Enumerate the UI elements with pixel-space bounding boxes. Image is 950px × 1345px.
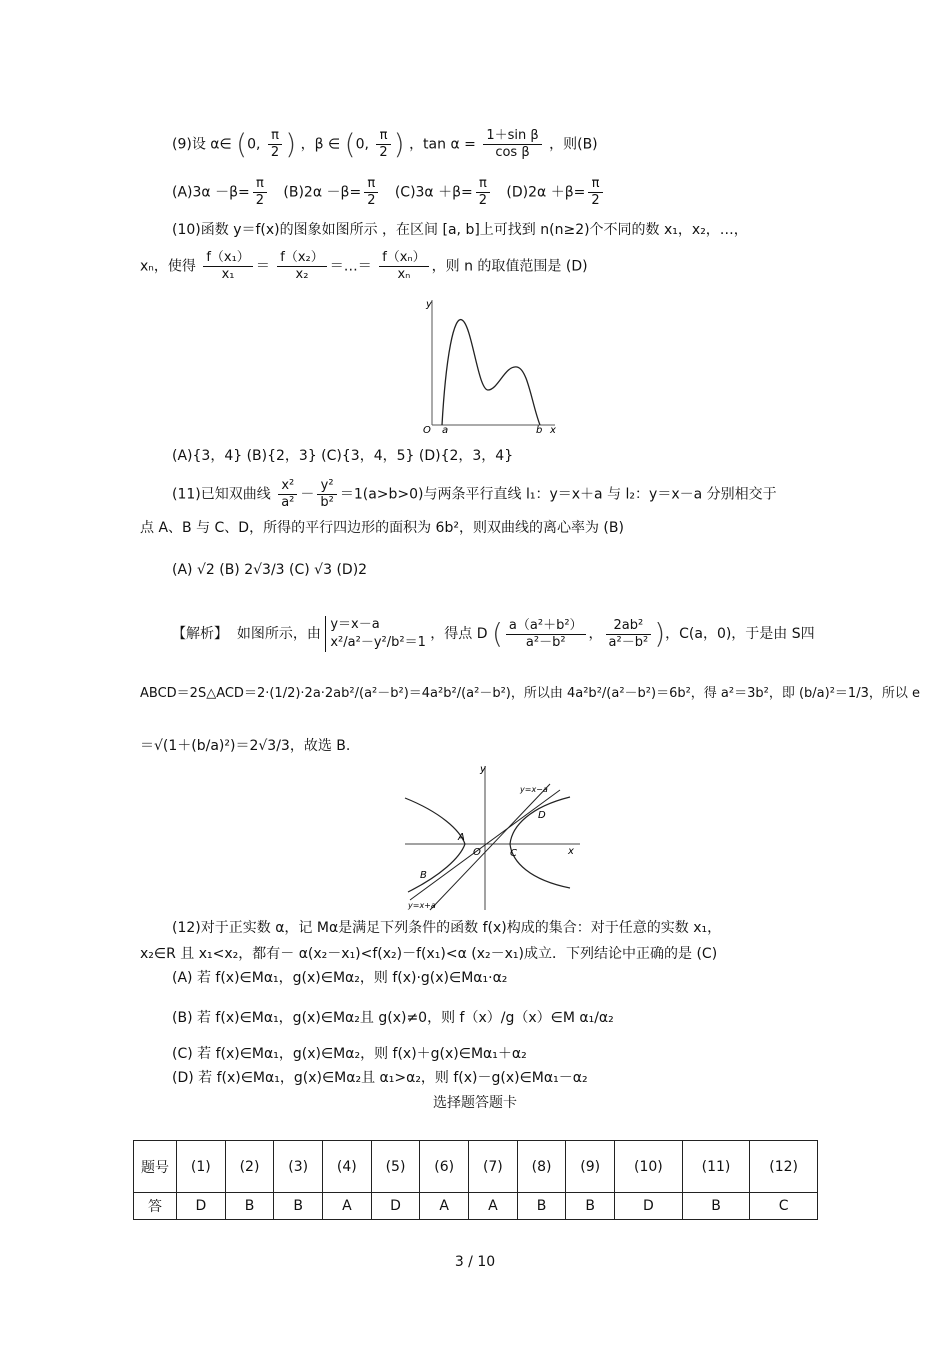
row-header-number: 题号 [134,1141,177,1193]
q12-stem-line1: (12)对于正实数 α，记 Mα是满足下列条件的函数 f(x)构成的集合：对于任意的实数 x₁， [172,920,722,936]
q12-option-b: (B) 若 f(x)∈Mα₁，g(x)∈Mα₂且 g(x)≠0，则 f（x）/g（x）∈M α₁/α₂ [172,1010,614,1026]
point-C-label: C [510,848,517,859]
origin-label: O [473,847,481,858]
q11-options: (A) √2 (B) 2√3/3 (C) √3 (D)2 [172,562,368,578]
cell-number: (11) [682,1141,750,1193]
cell-answer: D [615,1193,683,1220]
hyperbola-figure [400,762,585,912]
cell-number: (6) [420,1141,469,1193]
q11-stem-line2: 点 A、B 与 C、D，所得的平行四边形的面积为 6b²，则双曲线的离心率为 (B) [140,520,624,536]
origin-label: O [423,425,431,435]
solution-line1: 【解析】 如图所示，由 y＝x－a x²/a²－y²/b²＝1 ，得点 D ( $\frac{\text{a（a²＋b²）}}{\text{a²－b²}}$ ， $\frac{\text{2ab²}}{\text{a²－b²}}$ )，C(a，0)，于是由 S四 [172,617,815,650]
x-axis-label: x [568,846,574,857]
point-D-label: D [538,810,546,821]
answer-card-title: 选择题答题卡 [433,1095,517,1111]
q12-option-d: (D) 若 f(x)∈Mα₁，g(x)∈Mα₂且 α₁>α₂，则 f(x)－g(x)∈Mα₁－α₂ [172,1070,588,1086]
cell-number: (5) [371,1141,420,1193]
q10-function-graph [420,295,560,435]
cell-number: (8) [517,1141,566,1193]
cell-answer: D [371,1193,420,1220]
cell-number: (4) [323,1141,372,1193]
cell-number: (2) [225,1141,274,1193]
cell-answer: A [323,1193,372,1220]
q12-option-c: (C) 若 f(x)∈Mα₁，g(x)∈Mα₂，则 f(x)＋g(x)∈Mα₁＋α₂ [172,1046,527,1062]
q10-stem-line2: xₙ，使得 $\frac{\text{f（x₁）}}{\text{x₁}}$ ＝ $\frac{\text{f（x₂）}}{\text{x₂}}$ ＝…＝ $\frac{\text{f（xₙ）}}{\text{xₙ}}$ ，则 n 的取值范围是 (D) [140,250,588,282]
cell-answer: C [750,1193,818,1220]
page-number: 3 / 10 [454,1254,496,1270]
cell-answer: B [517,1193,566,1220]
cell-number: (12) [750,1141,818,1193]
row-header-answer: 答 [134,1193,177,1220]
point-B-label: B [420,870,427,881]
a-label: a [442,425,449,435]
y-axis-label: y [480,764,486,775]
cell-number: (3) [274,1141,323,1193]
table-row [134,1193,818,1220]
cell-number: (9) [566,1141,615,1193]
point-A-label: A [458,832,465,843]
cell-answer: A [469,1193,518,1220]
q9-options: (A)3α －β= $\frac{\pi}{2}$ (B)2α －β= $\frac{\pi}{2}$ (C)3α ＋β= $\frac{\pi}{2}$ (D)2α ＋β= $\frac{\pi}{2}$ [172,176,852,209]
cell-answer: D [177,1193,226,1220]
line-l1-label: y=x+a [408,901,436,910]
x-axis-label: x [550,425,556,435]
cell-answer: B [274,1193,323,1220]
answer-card-table [133,1140,818,1220]
q9-stem: (9)设 α∈ (0, $\frac{\pi}{2}$ ) ，β ∈ (0, $\frac{\pi}{2}$ ) ，tan α = $\frac{\text{1＋sin β}}{\text{cos β}}$ ，则(B) [172,127,598,161]
q12-stem-line2: x₂∈R 且 x₁<x₂，都有－ α(x₂－x₁)<f(x₂)－f(x₁)<α (x₂－x₁)成立．下列结论中正确的是 (C) [140,946,718,962]
q11-stem-line1: (11)已知双曲线 $\frac{\text{x²}}{\text{a²}}$ － $\frac{\text{y²}}{\text{b²}}$ ＝1(a>b>0)与两条平行直线 l₁：y＝x＋a 与 l₂：y＝x－a 分别相交于 [172,478,777,510]
q10-options: (A){3，4} (B){2，3} (C){3，4，5} (D){2，3，4} [172,448,514,464]
y-axis-label: y [426,299,432,310]
q12-option-a: (A) 若 f(x)∈Mα₁，g(x)∈Mα₂，则 f(x)·g(x)∈Mα₁·α₂ [172,970,508,986]
cell-number: (10) [615,1141,683,1193]
cell-answer: B [682,1193,750,1220]
cell-answer: B [225,1193,274,1220]
cell-answer: A [420,1193,469,1220]
cell-number: (7) [469,1141,518,1193]
solution-line2: ABCD＝2S△ACD＝2·(1/2)·2a·2ab²/(a²－b²)＝4a²b²/(a²－b²)，所以由 4a²b²/(a²－b²)＝6b²，得 a²＝3b²，即 (b/a)²＝1/3，所以 e [140,686,920,701]
table-row [134,1141,818,1193]
solution-line3: ＝√(1＋(b/a)²)＝2√3/3，故选 B. [140,738,351,754]
line-l2-label: y=x−a [520,785,548,794]
cell-answer: B [566,1193,615,1220]
q10-stem-line1: (10)函数 y＝f(x)的图象如图所示 ，在区间 [a, b]上可找到 n(n≥2)个不同的数 x₁，x₂，…， [172,222,748,238]
b-label: b [536,425,543,435]
cell-number: (1) [177,1141,226,1193]
